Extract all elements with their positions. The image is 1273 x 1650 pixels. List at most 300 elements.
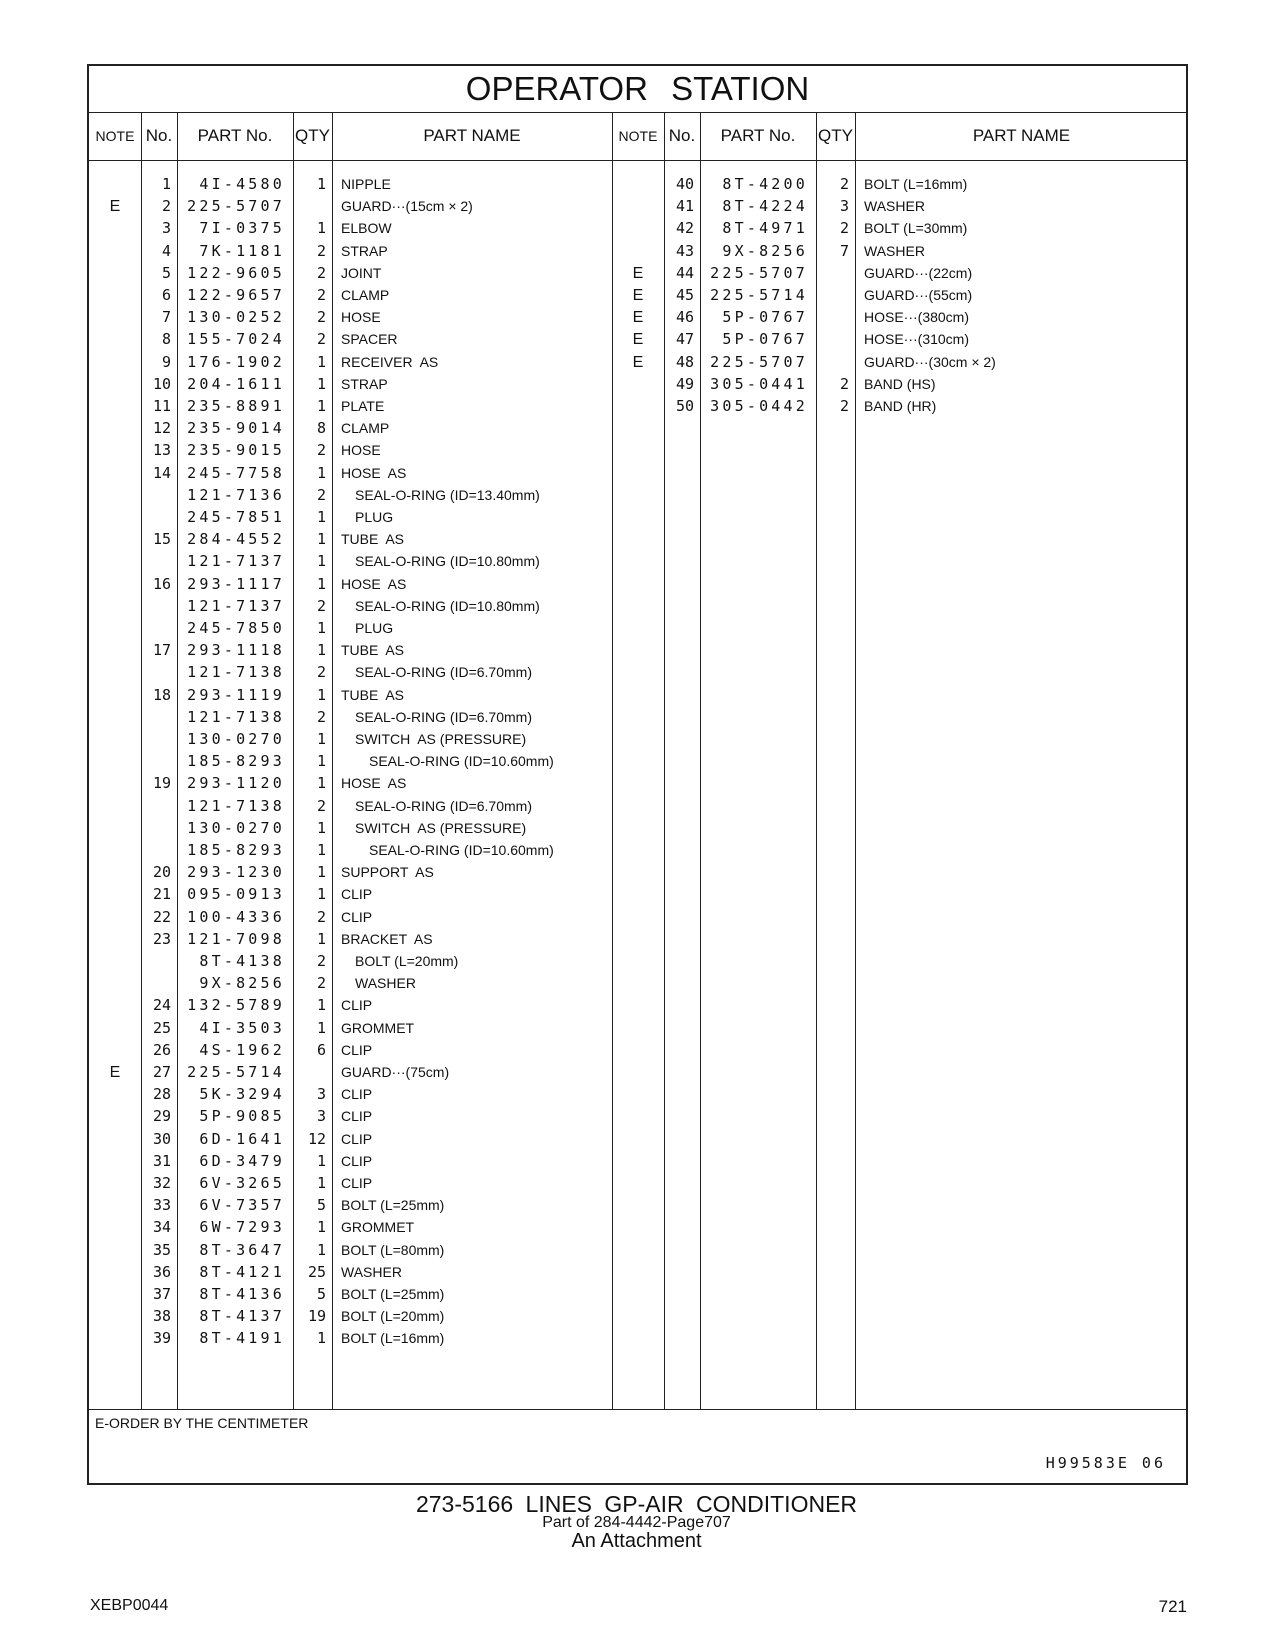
part-number: 176-1902 xyxy=(187,352,285,371)
page-title: OPERATOR STATION xyxy=(465,70,810,107)
table-row xyxy=(612,373,1188,396)
item-number xyxy=(141,839,171,862)
quantity: 1 xyxy=(316,574,326,593)
item-number xyxy=(141,595,171,618)
quantity: 2 xyxy=(316,308,326,327)
item-number: 13 xyxy=(152,441,171,460)
item-number: 27 xyxy=(152,1063,171,1081)
quantity xyxy=(816,306,849,329)
item-number: 34 xyxy=(152,1218,171,1237)
note-cell xyxy=(89,817,141,840)
part-name: SPACER xyxy=(341,331,398,348)
quantity: 7 xyxy=(839,241,849,260)
table-row xyxy=(89,506,612,529)
part-number: 130-0270 xyxy=(187,818,285,837)
note-cell xyxy=(89,439,141,462)
table-row xyxy=(89,573,612,596)
quantity: 1 xyxy=(316,1174,326,1192)
note-cell xyxy=(89,1216,141,1239)
quantity: 1 xyxy=(316,1329,326,1348)
item-number: 35 xyxy=(152,1240,171,1259)
note-cell xyxy=(89,795,141,818)
part-number: 6V-3265 xyxy=(199,1174,285,1192)
part-name: BOLT (L=20mm) xyxy=(341,1308,445,1325)
item-number: 9 xyxy=(161,352,171,371)
note-cell xyxy=(89,306,141,329)
part-number: 293-1230 xyxy=(187,863,285,882)
quantity: 3 xyxy=(316,1085,326,1104)
part-number: 121-7138 xyxy=(187,796,285,815)
item-number: 42 xyxy=(675,219,694,238)
item-number: 7 xyxy=(161,308,171,327)
parts-list-right xyxy=(612,161,1188,1409)
item-number: 24 xyxy=(152,996,171,1015)
table-row xyxy=(89,906,612,929)
note-cell xyxy=(89,639,141,662)
quantity: 19 xyxy=(307,1307,326,1326)
table-row xyxy=(89,328,612,351)
table-row xyxy=(89,883,612,906)
part-number: 100-4336 xyxy=(187,907,285,926)
table-row xyxy=(89,972,612,995)
quantity: 1 xyxy=(316,685,326,704)
part-name: SEAL-O-RING (ID=6.70mm) xyxy=(355,708,532,725)
table-row xyxy=(89,1150,612,1173)
note-cell: E xyxy=(109,198,121,216)
document-reference: H99583E 06 xyxy=(1045,1454,1166,1472)
part-number: 6V-7357 xyxy=(199,1196,285,1215)
part-number: 6D-3479 xyxy=(199,1151,285,1170)
part-name: BOLT (L=80mm) xyxy=(341,1241,445,1258)
table-row xyxy=(89,684,612,707)
part-number: 6W-7293 xyxy=(199,1218,285,1237)
item-number: 46 xyxy=(675,308,694,327)
footnote: E-ORDER BY THE CENTIMETER xyxy=(95,1415,309,1431)
part-name: WASHER xyxy=(341,1263,402,1280)
note-cell xyxy=(89,417,141,440)
note-cell xyxy=(89,217,141,240)
part-name: PLATE xyxy=(341,398,385,414)
table-row xyxy=(89,1039,612,1062)
item-number xyxy=(141,950,171,973)
note-cell xyxy=(89,617,141,640)
part-number: 8T-4224 xyxy=(722,197,808,216)
quantity: 2 xyxy=(316,663,326,682)
table-row xyxy=(612,173,1188,196)
part-name: SWITCH AS (PRESSURE) xyxy=(355,819,527,836)
item-number xyxy=(141,750,171,773)
part-name: SEAL-O-RING (ID=10.60mm) xyxy=(369,753,554,770)
parts-list-left xyxy=(89,161,612,1409)
table-row xyxy=(89,217,612,240)
part-name: CLIP xyxy=(341,1175,373,1191)
part-number: 122-9657 xyxy=(187,286,285,304)
quantity: 1 xyxy=(316,818,326,837)
note-cell xyxy=(89,1083,141,1106)
item-number: 12 xyxy=(152,419,171,438)
table-row xyxy=(89,661,612,684)
part-name: HOSE···(380cm) xyxy=(864,309,970,326)
note-cell xyxy=(89,1239,141,1262)
header-partname-right: PART NAME xyxy=(972,126,1071,145)
note-cell xyxy=(89,684,141,707)
note-cell xyxy=(89,994,141,1017)
note-cell xyxy=(89,1261,141,1284)
part-name: CLIP xyxy=(341,1086,373,1103)
note-cell xyxy=(89,928,141,951)
part-name: WASHER xyxy=(864,198,925,215)
part-name: SEAL-O-RING (ID=6.70mm) xyxy=(355,797,532,814)
item-number xyxy=(141,617,171,640)
quantity: 1 xyxy=(316,1218,326,1237)
part-name: BOLT (L=30mm) xyxy=(864,220,968,237)
page-number: 721 xyxy=(1158,1597,1187,1616)
part-number: 155-7024 xyxy=(187,330,285,349)
note-cell xyxy=(89,373,141,396)
quantity: 1 xyxy=(316,508,326,526)
item-number: 28 xyxy=(152,1085,171,1104)
part-number: 122-9605 xyxy=(187,263,285,282)
part-name: BOLT (L=16mm) xyxy=(341,1330,445,1347)
note-cell xyxy=(89,861,141,884)
part-number: 5K-3294 xyxy=(199,1085,285,1104)
part-number: 4S-1962 xyxy=(199,1040,285,1059)
quantity: 1 xyxy=(316,730,326,748)
note-cell xyxy=(89,750,141,773)
note-cell xyxy=(89,351,141,374)
table-row xyxy=(89,1305,612,1328)
part-name: CLIP xyxy=(341,886,373,903)
quantity: 1 xyxy=(316,1151,326,1170)
quantity: 2 xyxy=(316,907,326,926)
quantity: 1 xyxy=(316,1018,326,1037)
part-name: GUARD···(30cm × 2) xyxy=(864,353,996,370)
parts-table-frame xyxy=(87,64,1188,1485)
part-number: 9X-8256 xyxy=(722,241,808,260)
part-number: 132-5789 xyxy=(187,996,285,1015)
note-cell xyxy=(89,595,141,618)
quantity: 2 xyxy=(316,441,326,460)
quantity: 3 xyxy=(316,1107,326,1126)
table-row xyxy=(89,550,612,573)
quantity: 1 xyxy=(316,996,326,1015)
item-number xyxy=(141,706,171,729)
part-name: STRAP xyxy=(341,375,388,392)
quantity: 1 xyxy=(316,397,326,415)
item-number: 49 xyxy=(675,374,694,393)
quantity: 2 xyxy=(316,796,326,815)
table-row xyxy=(89,1105,612,1128)
item-number: 6 xyxy=(161,286,171,304)
item-number xyxy=(141,661,171,684)
part-number: 235-9014 xyxy=(187,419,285,438)
table-row xyxy=(612,351,1188,374)
table-row xyxy=(89,1128,612,1151)
note-cell xyxy=(612,173,664,196)
quantity: 2 xyxy=(316,330,326,349)
table-row xyxy=(89,1083,612,1106)
quantity: 1 xyxy=(316,774,326,793)
note-cell xyxy=(89,906,141,929)
part-number: 7K-1181 xyxy=(199,241,285,260)
table-row xyxy=(612,284,1188,307)
note-cell: E xyxy=(632,287,644,304)
part-number: 130-0270 xyxy=(187,730,285,748)
part-name: GUARD···(22cm) xyxy=(864,264,973,281)
note-cell xyxy=(89,395,141,418)
part-number: 8T-4137 xyxy=(199,1307,285,1326)
quantity: 12 xyxy=(307,1129,326,1148)
part-name: HOSE xyxy=(341,309,381,326)
item-number: 32 xyxy=(152,1174,171,1192)
part-name: SUPPORT AS xyxy=(341,864,434,881)
part-number: 130-0252 xyxy=(187,308,285,327)
item-number xyxy=(141,817,171,840)
part-name: CLIP xyxy=(341,908,373,925)
part-number: 225-5707 xyxy=(710,352,808,371)
note-cell xyxy=(612,195,664,218)
part-number: 204-1611 xyxy=(187,374,285,393)
part-number: 7I-0375 xyxy=(199,219,285,238)
quantity: 5 xyxy=(316,1196,326,1215)
part-name: JOINT xyxy=(341,264,382,281)
caption-subtitle: Part of 284-4442-Page707 xyxy=(542,1514,731,1531)
note-cell xyxy=(89,1017,141,1040)
note-cell xyxy=(89,839,141,862)
table-row xyxy=(612,262,1188,285)
quantity: 2 xyxy=(316,707,326,726)
quantity: 2 xyxy=(316,485,326,504)
part-name: HOSE AS xyxy=(341,464,407,481)
note-cell xyxy=(89,706,141,729)
part-number: 8T-4200 xyxy=(722,175,808,193)
part-name: BOLT (L=25mm) xyxy=(341,1197,445,1214)
part-number: 5P-0767 xyxy=(722,308,808,327)
part-number: 5P-0767 xyxy=(722,330,808,349)
quantity: 1 xyxy=(316,752,326,771)
item-number: 17 xyxy=(152,641,171,660)
part-name: PLUG xyxy=(355,620,394,636)
item-number: 21 xyxy=(152,885,171,904)
item-number: 8 xyxy=(161,330,171,349)
table-row xyxy=(89,1327,612,1350)
note-cell xyxy=(89,284,141,307)
table-row xyxy=(89,639,612,662)
note-cell xyxy=(89,1194,141,1217)
part-number: 235-8891 xyxy=(187,397,285,415)
part-name: HOSE xyxy=(341,442,381,459)
table-row xyxy=(89,706,612,729)
note-cell xyxy=(89,484,141,507)
quantity xyxy=(293,1061,326,1084)
part-name: BOLT (L=16mm) xyxy=(864,176,968,192)
table-row xyxy=(89,351,612,374)
table-row xyxy=(89,195,612,218)
part-name: BOLT (L=20mm) xyxy=(355,953,459,969)
table-row xyxy=(89,284,612,307)
quantity: 1 xyxy=(316,1240,326,1259)
part-name: SEAL-O-RING (ID=10.60mm) xyxy=(369,842,554,858)
part-name: RECEIVER AS xyxy=(341,353,439,370)
quantity: 1 xyxy=(316,463,326,482)
part-number: 6D-1641 xyxy=(199,1129,285,1148)
note-cell: E xyxy=(109,1064,121,1081)
part-number: 293-1118 xyxy=(187,641,285,660)
quantity xyxy=(816,328,849,351)
part-name: TUBE AS xyxy=(341,531,405,548)
item-number: 5 xyxy=(161,263,171,282)
table-row xyxy=(89,795,612,818)
part-number: 121-7137 xyxy=(187,552,285,571)
note-cell xyxy=(89,1039,141,1062)
part-number: 185-8293 xyxy=(187,752,285,771)
quantity: 1 xyxy=(316,929,326,948)
part-number: 185-8293 xyxy=(187,841,285,859)
quantity: 2 xyxy=(316,263,326,282)
quantity: 1 xyxy=(316,841,326,859)
table-row xyxy=(89,1194,612,1217)
table-row xyxy=(89,1017,612,1040)
part-number: 245-7851 xyxy=(187,508,285,526)
part-name: GUARD···(15cm × 2) xyxy=(341,198,473,215)
note-cell xyxy=(89,550,141,573)
part-number: 225-5707 xyxy=(187,197,285,216)
item-number: 3 xyxy=(161,219,171,238)
part-name: GUARD···(55cm) xyxy=(864,287,973,303)
note-cell xyxy=(612,240,664,263)
item-number: 31 xyxy=(152,1151,171,1170)
table-row xyxy=(89,1239,612,1262)
quantity: 2 xyxy=(316,286,326,304)
table-row xyxy=(89,994,612,1017)
part-number: 121-7136 xyxy=(187,485,285,504)
part-name: HOSE···(310cm) xyxy=(864,331,970,348)
quantity: 6 xyxy=(316,1040,326,1059)
header-qty-right: QTY xyxy=(818,126,853,145)
note-cell xyxy=(89,328,141,351)
header-note-left: NOTE xyxy=(95,128,135,144)
table-row xyxy=(89,462,612,485)
note-cell xyxy=(89,883,141,906)
part-name: BAND (HR) xyxy=(864,398,937,414)
part-number: 8T-4121 xyxy=(199,1262,285,1281)
quantity: 2 xyxy=(316,596,326,615)
quantity: 1 xyxy=(316,530,326,549)
quantity: 1 xyxy=(316,552,326,571)
item-number: 33 xyxy=(152,1196,171,1215)
document-id: XEBP0044 xyxy=(90,1597,169,1614)
part-name: SWITCH AS (PRESSURE) xyxy=(355,731,527,747)
item-number xyxy=(141,795,171,818)
quantity: 8 xyxy=(316,419,326,438)
note-cell xyxy=(89,506,141,529)
part-number: 235-9015 xyxy=(187,441,285,460)
quantity: 1 xyxy=(316,863,326,882)
note-cell xyxy=(89,728,141,751)
table-row xyxy=(89,484,612,507)
quantity: 2 xyxy=(316,952,326,970)
item-number: 48 xyxy=(675,352,694,371)
part-number: 5P-9085 xyxy=(199,1107,285,1126)
item-number xyxy=(141,484,171,507)
note-cell xyxy=(89,661,141,684)
note-cell: E xyxy=(632,264,644,282)
quantity: 3 xyxy=(839,197,849,216)
part-name: BAND (HS) xyxy=(864,375,936,392)
item-number: 15 xyxy=(152,530,171,549)
note-cell xyxy=(89,1283,141,1306)
note-cell xyxy=(89,573,141,596)
table-row xyxy=(89,240,612,263)
part-number: 9X-8256 xyxy=(199,974,285,993)
quantity: 1 xyxy=(316,374,326,393)
part-number: 121-7138 xyxy=(187,707,285,726)
table-row xyxy=(89,1283,612,1306)
caption-attachment: An Attachment xyxy=(571,1530,702,1552)
item-number: 26 xyxy=(152,1040,171,1059)
header-no-left: No. xyxy=(145,126,173,145)
table-row xyxy=(89,173,612,196)
item-number: 4 xyxy=(161,241,171,260)
header-qty-left: QTY xyxy=(295,126,330,145)
quantity xyxy=(816,284,849,307)
item-number: 47 xyxy=(675,330,694,349)
table-row xyxy=(89,1261,612,1284)
part-number: 293-1117 xyxy=(187,574,285,593)
part-name: WASHER xyxy=(864,242,925,259)
part-name: STRAP xyxy=(341,242,388,259)
part-number: 305-0442 xyxy=(710,397,808,415)
table-row xyxy=(89,395,612,418)
item-number: 14 xyxy=(152,463,171,482)
part-number: 8T-3647 xyxy=(199,1240,285,1259)
part-number: 095-0913 xyxy=(187,885,285,904)
quantity: 2 xyxy=(839,397,849,415)
item-number: 45 xyxy=(675,286,694,304)
table-row xyxy=(89,373,612,396)
part-name: CLIP xyxy=(341,1152,373,1169)
part-name: WASHER xyxy=(355,975,416,992)
note-cell xyxy=(89,1172,141,1195)
item-number: 18 xyxy=(152,685,171,704)
quantity: 1 xyxy=(316,641,326,660)
part-name: CLIP xyxy=(341,1108,373,1125)
table-row xyxy=(89,439,612,462)
table-row xyxy=(612,395,1188,418)
part-number: 245-7758 xyxy=(187,463,285,482)
quantity xyxy=(816,262,849,285)
item-number: 22 xyxy=(152,907,171,926)
quantity: 2 xyxy=(316,241,326,260)
header-partno-right: PART No. xyxy=(720,126,796,145)
table-row xyxy=(612,306,1188,329)
quantity: 1 xyxy=(316,885,326,904)
item-number xyxy=(141,972,171,995)
item-number: 43 xyxy=(675,241,694,260)
table-row xyxy=(612,195,1188,218)
item-number: 37 xyxy=(152,1285,171,1303)
part-name: TUBE AS xyxy=(341,642,405,659)
part-number: 121-7138 xyxy=(187,663,285,682)
part-number: 8T-4138 xyxy=(199,952,285,970)
part-number: 293-1120 xyxy=(187,774,285,793)
part-name: CLIP xyxy=(341,1130,373,1147)
part-name: BOLT (L=25mm) xyxy=(341,1286,445,1302)
item-number: 2 xyxy=(161,197,171,216)
item-number xyxy=(141,728,171,751)
part-name: SEAL-O-RING (ID=10.80mm) xyxy=(355,553,540,570)
item-number: 10 xyxy=(152,374,171,393)
